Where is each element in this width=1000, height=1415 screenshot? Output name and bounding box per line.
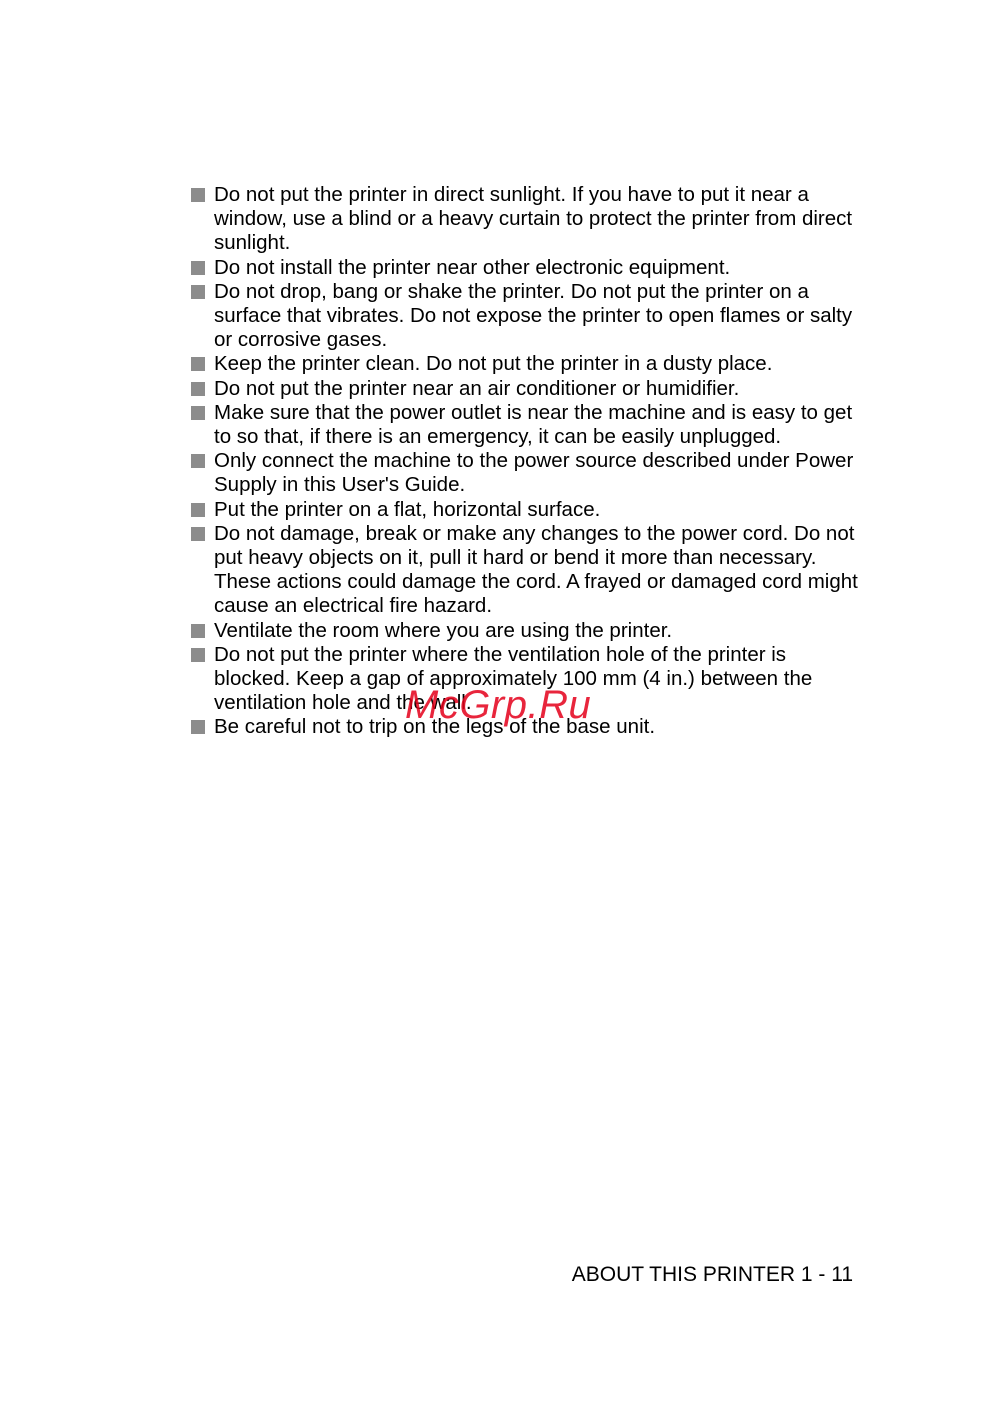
square-bullet-icon [191, 285, 205, 299]
list-item-text: Do not put the printer where the ventilation hole of the printer is blocked. Keep a gap of approximately 100 mm (4 in.) between the ventilation hole and the wall. [214, 642, 813, 715]
list-item [191, 183, 861, 256]
square-bullet-icon [191, 624, 205, 638]
square-bullet-icon [191, 527, 205, 541]
list-item [191, 449, 861, 497]
square-bullet-icon [191, 454, 205, 468]
list-item-text: Only connect the machine to the power source described under Power Supply in this User's Guide. [214, 449, 854, 497]
square-bullet-icon [191, 503, 205, 517]
list-item-text: Do not put the printer in direct sunlight. If you have to put it near a window, use a blind or a heavy curtain to protect the printer from direct sunlight. [214, 183, 853, 255]
list-item-text: Do not put the printer near an air conditioner or humidifier. [214, 376, 740, 400]
list-item-text: Put the printer on a flat, horizontal surface. [214, 497, 601, 521]
square-bullet-icon [191, 382, 205, 396]
list-item [191, 619, 861, 643]
list-item-text: Make sure that the power outlet is near the machine and is easy to get to so that, if there is an emergency, it can be easily unplugged. [214, 400, 853, 449]
list-item [191, 352, 861, 376]
list-item-text: Be careful not to trip on the legs of the base unit. [214, 715, 656, 739]
list-item-text: Ventilate the room where you are using the printer. [214, 618, 673, 642]
list-item-text: Keep the printer clean. Do not put the printer in a dusty place. [214, 352, 773, 376]
square-bullet-icon [191, 406, 205, 420]
list-item-text: Do not drop, bang or shake the printer. Do not put the printer on a surface that vibrates. Do not expose the printer to open flames or salty or corrosive gases. [214, 279, 853, 352]
square-bullet-icon [191, 720, 205, 734]
square-bullet-icon [191, 261, 205, 275]
list-item [191, 401, 861, 449]
list-item-text: Do not damage, break or make any changes to the power cord. Do not put heavy objects on it, pull it hard or bend it more than necessary. These actions could damage the cord. A frayed or damaged cord might cause an electrical fire hazard. [214, 521, 858, 618]
page-footer: ABOUT THIS PRINTER 1 - 11 [571, 1263, 853, 1286]
square-bullet-icon [191, 188, 205, 202]
list-item [191, 256, 861, 280]
watermark: McGrp.Ru [405, 683, 592, 727]
list-item [191, 498, 861, 522]
safety-bullet-list [191, 183, 861, 740]
list-item-text: Do not install the printer near other electronic equipment. [214, 255, 731, 279]
list-item [191, 377, 861, 401]
list-item [191, 280, 861, 353]
square-bullet-icon [191, 648, 205, 662]
list-item [191, 522, 861, 619]
square-bullet-icon [191, 357, 205, 371]
